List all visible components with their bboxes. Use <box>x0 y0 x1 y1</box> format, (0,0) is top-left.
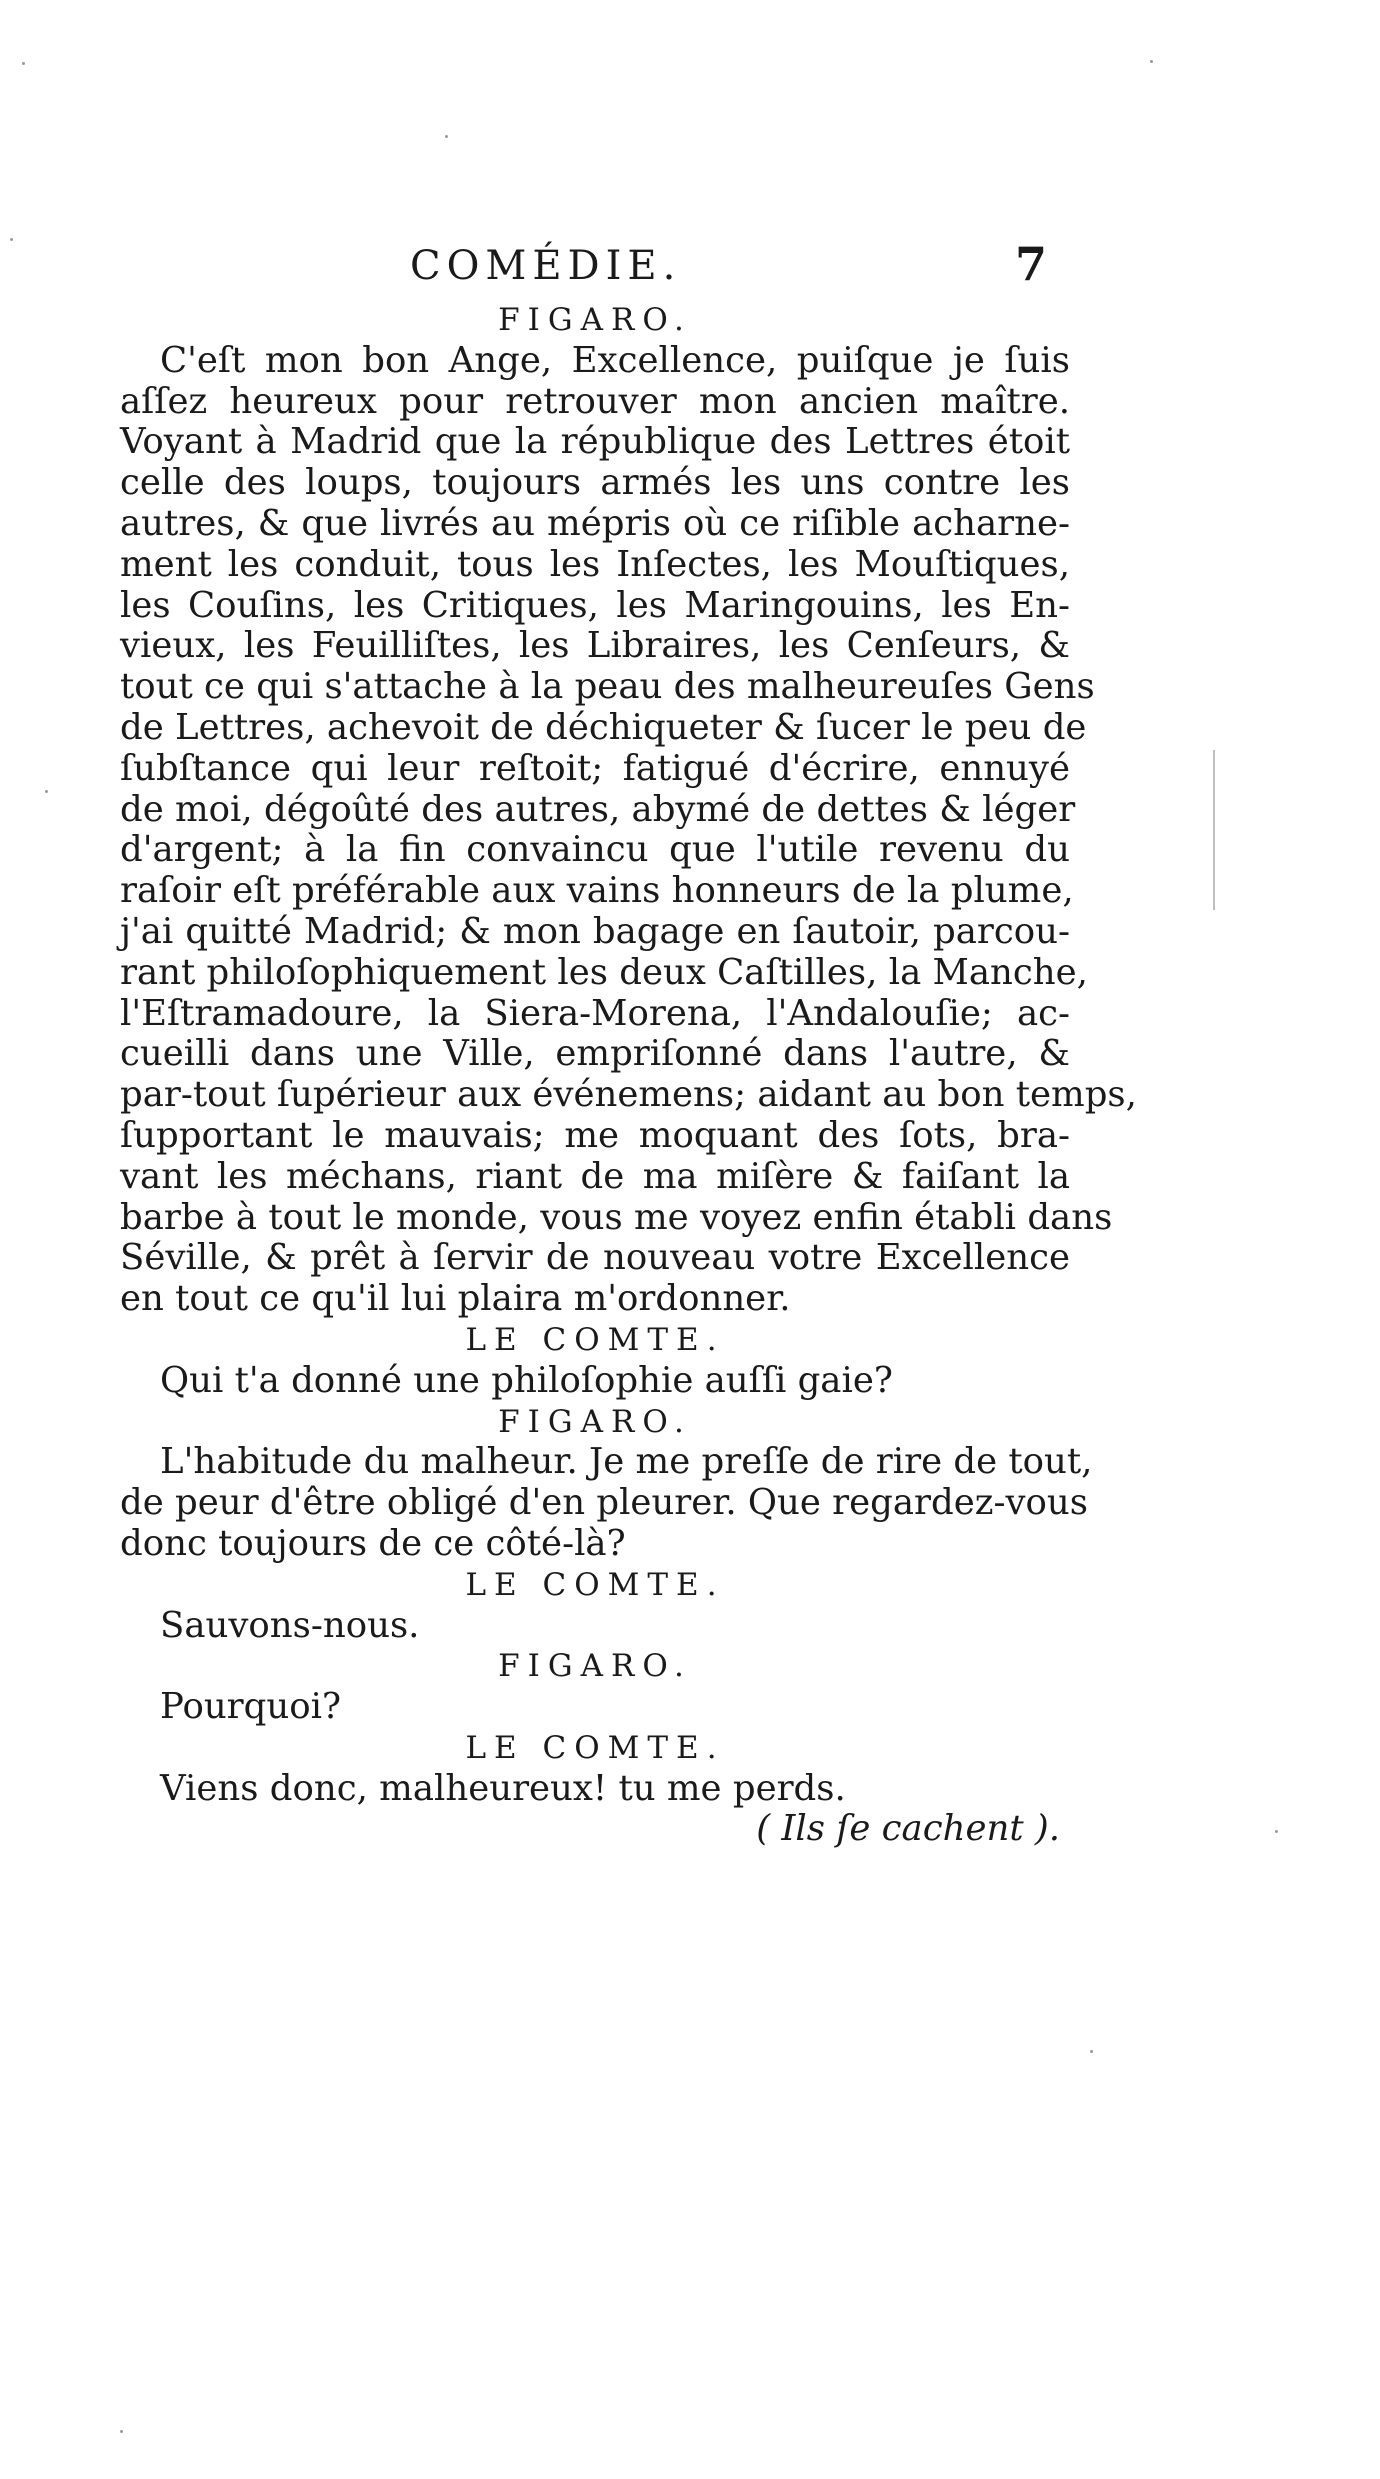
speech-line: autres, & que livrés au mépris où ce riſible acharne- <box>120 502 1070 544</box>
speech-line: barbe à tout le monde, vous me voyez enfin établi dans <box>120 1196 1113 1238</box>
speech-line: donc toujours de ce côté-là? <box>120 1522 626 1564</box>
stage-direction: ( Ils ſe cachent ). <box>756 1808 1060 1850</box>
speech-line: ſubſtance qui leur reſtoit; fatigué d'écrire, ennuyé <box>120 747 1070 789</box>
speech-line: vant les méchans, riant de ma miſère & faiſant la <box>120 1155 1070 1197</box>
speech-line: Séville, & prêt à ſervir de nouveau votre Excellence <box>120 1237 1070 1279</box>
speaker-name: FIGARO. <box>498 302 692 338</box>
paper-speck <box>22 62 25 65</box>
paper-speck <box>1275 1830 1278 1833</box>
speaker-name: LE COMTE. <box>465 1729 725 1766</box>
speech-line: Viens donc, malheureux! tu me perds. <box>160 1767 846 1809</box>
speaker-name: LE COMTE. <box>465 1566 725 1603</box>
speech-line: de peur d'être obligé d'en pleurer. Que regardez-vous <box>120 1482 1088 1524</box>
paper-speck <box>1090 2050 1093 2053</box>
paper-speck <box>1150 60 1153 63</box>
speech-line: rant philoſophiquement les deux Caſtilles, la Manche, <box>120 951 1088 993</box>
speech <box>120 1687 1070 1728</box>
running-title: COMÉDIE. <box>410 243 682 289</box>
speech-line: l'Eſtramadoure, la Siera-Morena, l'Andalouſie; ac- <box>120 992 1070 1034</box>
speech-line: raſoir eſt préférable aux vains honneurs de la plume, <box>120 870 1074 912</box>
speech <box>120 1606 1070 1647</box>
speech-line: cueilli dans une Ville, empriſonné dans l'autre, & <box>120 1033 1070 1075</box>
speech-line: Voyant à Madrid que la république des Lettres étoit <box>120 421 1070 463</box>
speech-line: tout ce qui s'attache à la peau des malheureuſes Gens <box>120 666 1095 708</box>
speech-line: de Lettres, achevoit de déchiqueter & ſucer le peu de <box>120 706 1087 748</box>
speech-line: d'argent; à la fin convaincu que l'utile revenu du <box>120 829 1070 871</box>
speech-line: j'ai quitté Madrid; & mon bagage en ſautoir, parcou- <box>120 910 1070 952</box>
speech-line: Sauvons-nous. <box>160 1604 420 1646</box>
margin-mark <box>1213 750 1215 910</box>
speech-line: L'habitude du malheur. Je me preſſe de rire de tout, <box>160 1441 1093 1483</box>
speech-line: Pourquoi? <box>160 1686 342 1728</box>
speech <box>120 1769 1070 1810</box>
paper-speck <box>45 790 48 793</box>
speech-line: en tout ce qu'il lui plaira m'ordonner. <box>120 1278 791 1320</box>
paper-speck <box>120 2430 123 2433</box>
play-text <box>120 300 1137 1850</box>
speech-line: ſupportant le mauvais; me moquant des ſots, bra- <box>120 1114 1070 1156</box>
speech-line: par-tout ſupérieur aux événemens; aidant au bon temps, <box>120 1074 1137 1116</box>
speech-line: celle des loups, toujours armés les uns contre les <box>120 462 1070 504</box>
speaker-name: FIGARO. <box>498 1648 692 1685</box>
speaker-name: LE COMTE. <box>465 1321 725 1358</box>
speech-line: aſſez heureux pour retrouver mon ancien maître. <box>120 380 1070 422</box>
page-number: 7 <box>1015 237 1048 291</box>
speech <box>120 1361 1070 1402</box>
speech <box>120 1441 1093 1564</box>
speech-line: Qui t'a donné une philoſophie auſſi gaie? <box>160 1359 893 1401</box>
speech-line: les Couſins, les Critiques, les Maringouins, les En- <box>120 584 1070 626</box>
speech-line: vieux, les Feuilliſtes, les Libraires, les Cenſeurs, & <box>120 625 1070 667</box>
speaker-name: FIGARO. <box>498 1403 692 1440</box>
speech-line: C'eſt mon bon Ange, Excellence, puiſque je ſuis <box>160 339 1070 381</box>
speech-line: de moi, dégoûté des autres, abymé de dettes & léger <box>120 788 1076 830</box>
paper-speck <box>445 135 448 138</box>
speech <box>120 339 1137 1320</box>
speech-line: ment les conduit, tous les Inſectes, les Mouſtiques, <box>120 543 1070 585</box>
paper-speck <box>10 238 13 241</box>
page-header <box>0 237 1380 303</box>
